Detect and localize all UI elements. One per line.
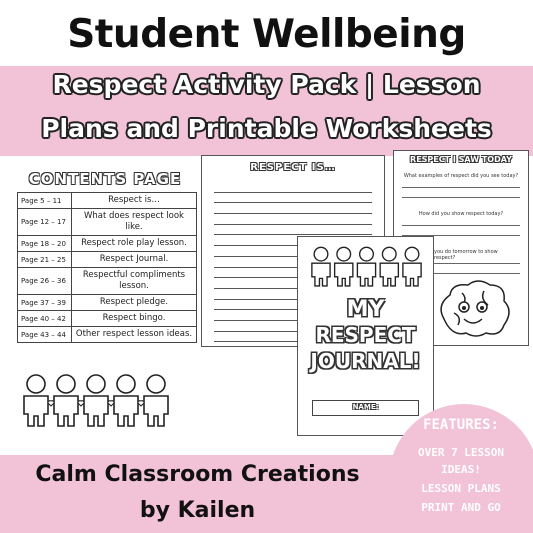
lesson-desc: Respect is… bbox=[72, 193, 197, 209]
paper-doll-chain-illustration bbox=[304, 245, 429, 289]
contents-table bbox=[17, 192, 197, 343]
lesson-desc: Other respect lesson ideas. bbox=[72, 327, 197, 343]
table-row bbox=[18, 295, 197, 311]
lesson-desc: Respect pledge. bbox=[72, 295, 197, 311]
journal-word-my: MY bbox=[346, 297, 385, 322]
journal-word-journal: JOURNAL! bbox=[310, 349, 421, 373]
feature-item: LESSON PLANS bbox=[421, 482, 501, 495]
feature-item: IDEAS! bbox=[441, 463, 481, 476]
table-row bbox=[18, 209, 197, 236]
lesson-desc: Respect role play lesson. bbox=[72, 236, 197, 252]
worksheet-title: RESPECT I SAW TODAY bbox=[410, 155, 512, 164]
lesson-desc: Respect bingo. bbox=[72, 311, 197, 327]
page-range: Page 40 – 42 bbox=[18, 311, 72, 327]
page-range: Page 43 – 44 bbox=[18, 327, 72, 343]
main-title: Student Wellbeing bbox=[67, 12, 466, 57]
question-1: What examples of respect did you see today? bbox=[403, 173, 519, 179]
name-field-box bbox=[312, 400, 419, 416]
table-row bbox=[18, 236, 197, 252]
lesson-desc: Respect Journal. bbox=[72, 252, 197, 268]
lesson-desc: Respectful compliments lesson. bbox=[72, 268, 197, 295]
page-range: Page 26 – 36 bbox=[18, 268, 72, 295]
lesson-desc: What does respect look like. bbox=[72, 209, 197, 236]
contents-page-sheet bbox=[3, 160, 207, 440]
question-3: you do tomorrow to show respect? bbox=[434, 249, 498, 261]
features-heading: FEATURES: bbox=[423, 417, 499, 433]
table-row bbox=[18, 268, 197, 295]
respect-journal-cover bbox=[297, 236, 434, 436]
subtitle-line-2: Plans and Printable Worksheets bbox=[41, 114, 492, 143]
feature-item: PRINT AND GO bbox=[421, 501, 501, 514]
journal-word-respect: RESPECT bbox=[315, 323, 416, 347]
table-row bbox=[18, 193, 197, 209]
paper-doll-chain-illustration bbox=[21, 372, 171, 430]
page-range: Page 21 – 25 bbox=[18, 252, 72, 268]
subtitle-line-1: Respect Activity Pack | Lesson bbox=[52, 70, 481, 99]
feature-item: OVER 7 LESSON bbox=[417, 446, 505, 459]
contents-page-title: CONTENTS PAGE bbox=[28, 170, 182, 188]
table-row bbox=[18, 252, 197, 268]
table-row bbox=[18, 311, 197, 327]
page-range: Page 12 – 17 bbox=[18, 209, 72, 236]
smiling-brain-illustration bbox=[434, 279, 514, 339]
brand-name-line-2: by Kailen bbox=[139, 498, 256, 523]
name-label: NAME: bbox=[352, 403, 379, 411]
question-2: How did you show respect today? bbox=[418, 211, 504, 217]
brand-name-line-1: Calm Classroom Creations bbox=[35, 462, 360, 487]
table-row bbox=[18, 327, 197, 343]
page-range: Page 37 – 39 bbox=[18, 295, 72, 311]
page-range: Page 18 – 20 bbox=[18, 236, 72, 252]
page-range: Page 5 – 11 bbox=[18, 193, 72, 209]
worksheet-title: RESPECT IS… bbox=[250, 162, 336, 173]
